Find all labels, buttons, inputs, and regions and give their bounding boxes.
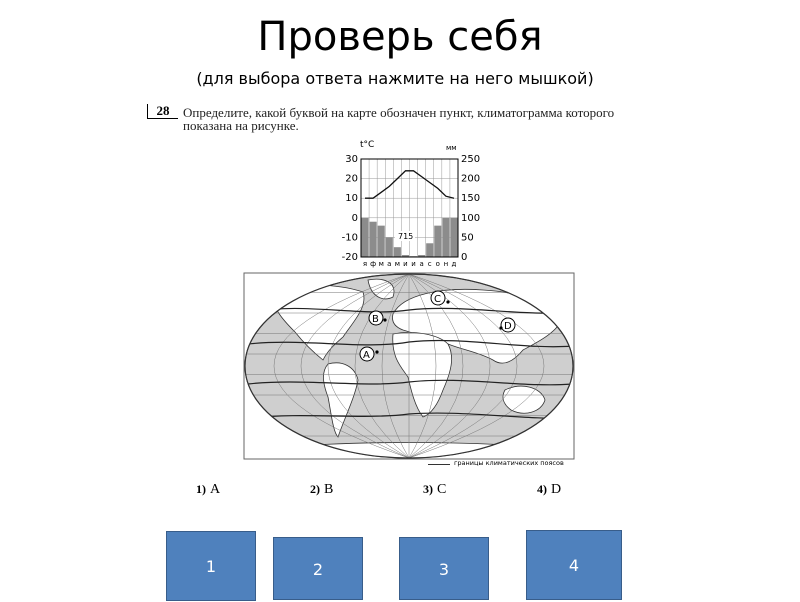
precip-bar-1 [362, 218, 369, 257]
answer-num-2: 2) [310, 482, 320, 496]
climatogram [338, 138, 481, 268]
slide-subtitle: (для выбора ответа нажмите на него мышкой) [196, 69, 594, 88]
month-label: я [362, 260, 368, 268]
precip-bar-11 [442, 218, 449, 257]
month-label: ф [370, 260, 377, 268]
answer-option-2 [310, 482, 333, 498]
point-a-label: A [363, 350, 370, 361]
question-line-1: Определите, какой буквой на карте обозначен пункт, климатограмма которого [183, 105, 615, 120]
answer-button-1[interactable]: 1 [166, 531, 256, 601]
precip-tick: 150 [461, 193, 481, 205]
legend-text: границы климатических поясов [454, 459, 564, 467]
precip-bar-2 [370, 222, 377, 257]
annual-total: 715 [398, 232, 414, 241]
temp-tick: 0 [351, 212, 358, 224]
precip-tick: 200 [461, 173, 481, 185]
month-label: н [443, 260, 449, 268]
answer-letter-1: А [210, 482, 221, 497]
precip-tick: 100 [461, 212, 481, 224]
answer-num-4: 4) [537, 482, 547, 496]
month-label: а [419, 260, 424, 268]
answer-letter-3: С [437, 482, 447, 497]
slide-title: Проверь себя [257, 14, 543, 60]
month-label: с [427, 260, 432, 268]
answer-letter-2: В [324, 482, 334, 497]
month-label: м [394, 260, 401, 268]
month-label: д [451, 260, 457, 268]
precip-bar-9 [426, 243, 433, 257]
world-map [243, 272, 575, 460]
point-d-label: D [504, 321, 512, 332]
precip-bar-10 [434, 226, 441, 257]
temp-tick: -10 [341, 232, 358, 244]
answer-num-3: 3) [423, 482, 433, 496]
precip-bar-3 [378, 226, 385, 257]
temp-tick: 20 [345, 173, 358, 185]
temp-tick: 30 [345, 154, 358, 165]
precip-tick: 0 [461, 252, 468, 263]
answer-option-1 [196, 482, 220, 498]
precip-bar-12 [450, 218, 457, 257]
precip-bar-4 [386, 237, 393, 257]
month-label: а [387, 260, 392, 268]
month-label: о [435, 260, 440, 268]
point-c-label: C [434, 294, 441, 305]
answer-option-4 [537, 482, 561, 498]
answer-letter-4: D [551, 482, 562, 497]
precip-tick: 50 [461, 232, 474, 244]
task-question [183, 106, 653, 132]
precip-tick: 250 [461, 154, 481, 165]
precip-bar-5 [394, 247, 401, 257]
month-label: м [378, 260, 384, 268]
answer-button-3[interactable]: 3 [399, 537, 489, 600]
legend-line [428, 464, 450, 465]
precip-unit-label: мм [446, 144, 457, 152]
temp-unit-label: t°C [360, 140, 375, 150]
answer-option-3 [423, 482, 446, 498]
precip-tick-labels [461, 154, 480, 263]
answer-num-1: 1) [196, 482, 206, 496]
temp-tick-labels [342, 154, 358, 263]
temp-tick: 10 [345, 193, 358, 205]
task-number: 28 [147, 104, 178, 119]
answer-button-4[interactable]: 4 [526, 530, 622, 600]
answer-options [196, 482, 636, 504]
answer-button-2[interactable]: 2 [273, 537, 363, 600]
question-line-2: показана на рисунке. [183, 118, 299, 133]
month-label: и [411, 260, 416, 268]
month-label: и [403, 260, 408, 268]
point-b-label: B [372, 314, 379, 325]
temp-tick: -20 [341, 252, 358, 263]
map-legend [428, 458, 618, 470]
month-labels [363, 260, 457, 268]
